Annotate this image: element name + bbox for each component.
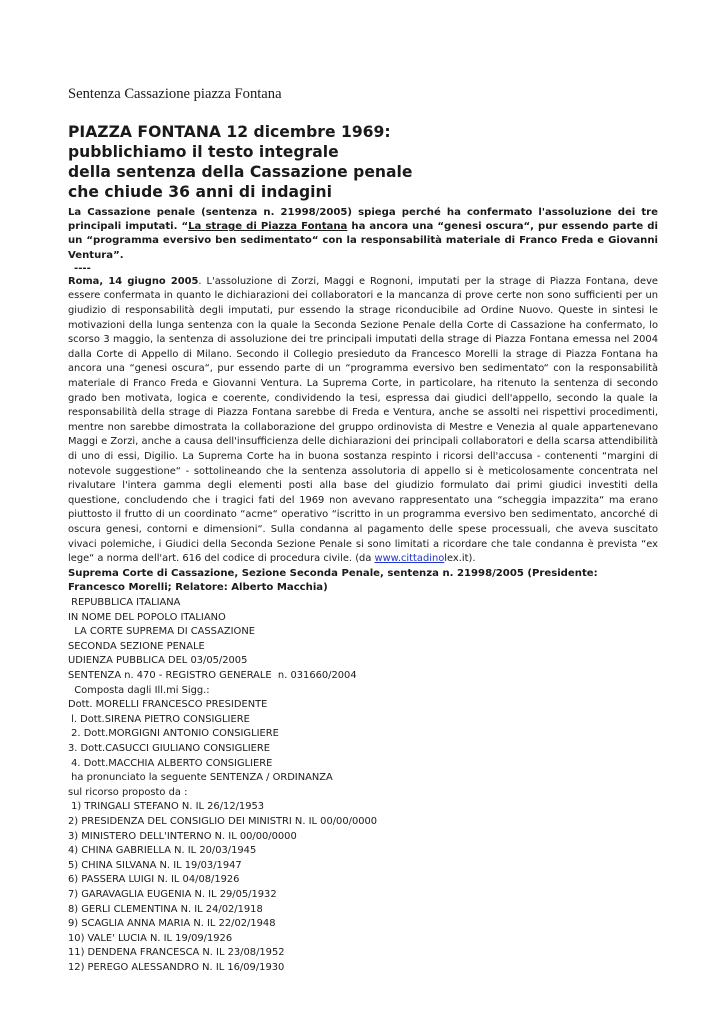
lead-text-start: La Cassazione penale (sentenza n. 21998/2005) spiega perché ha confermato l'assoluzione dei tre principali imputati. “ bbox=[68, 207, 658, 233]
ruling-line: LA CORTE SUPREMA DI CASSAZIONE bbox=[68, 626, 255, 638]
ruling-line: 3. Dott.CASUCCI GIULIANO CONSIGLIERE bbox=[68, 743, 270, 755]
dateline: Roma, 14 giugno 2005 bbox=[68, 275, 199, 287]
document-header: Sentenza Cassazione piazza Fontana bbox=[68, 86, 282, 102]
appellant-item: 7) GARAVAGLIA EUGENIA N. IL 29/05/1932 bbox=[68, 888, 277, 900]
appellant-item: 10) VALE' LUCIA N. IL 19/09/1926 bbox=[68, 932, 233, 944]
appellant-item: 3) MINISTERO DELL'INTERNO N. IL 00/00/0000 bbox=[68, 830, 297, 842]
appellant-item: 8) GERLI CLEMENTINA N. IL 24/02/1918 bbox=[68, 903, 263, 915]
title-line: della sentenza della Cassazione penale bbox=[68, 163, 413, 181]
ruling-line: REPUBBLICA ITALIANA bbox=[68, 597, 181, 609]
ruling-line: Dott. MORELLI FRANCESCO PRESIDENTE bbox=[68, 699, 268, 711]
article-body bbox=[68, 275, 658, 567]
appellant-item: 2) PRESIDENZA DEL CONSIGLIO DEI MINISTRI N. IL 00/00/0000 bbox=[68, 816, 378, 827]
appellant-item: 11) DENDENA FRANCESCA N. IL 23/08/1952 bbox=[68, 947, 285, 959]
ruling-line: sul ricorso proposto da : bbox=[68, 786, 188, 798]
ruling-line: 2. Dott.MORGIGNI ANTONIO CONSIGLIERE bbox=[68, 728, 279, 740]
appellant-item: 9) SCAGLIA ANNA MARIA N. IL 22/02/1948 bbox=[68, 918, 276, 930]
lead-text-end: ha ancora una “genesi oscura“, pur essendo parte di un “programma eversivo ben sedimentato“ con la responsabilità materiale di Franco Freda e Giovanni Ventura”. bbox=[68, 221, 658, 261]
strage-piazza-fontana-link[interactable]: La strage di Piazza Fontana bbox=[188, 221, 348, 233]
separator: ---- bbox=[74, 262, 91, 274]
article-title bbox=[68, 122, 658, 202]
source-link[interactable]: www.cittadino bbox=[374, 553, 445, 565]
ruling-line: SECONDA SEZIONE PENALE bbox=[68, 640, 205, 652]
title-line: pubblichiamo il testo integrale bbox=[68, 143, 339, 161]
document-page bbox=[68, 84, 658, 976]
appellant-item: 4) CHINA GABRIELLA N. IL 20/03/1945 bbox=[68, 845, 257, 857]
appellant-item: 6) PASSERA LUIGI N. IL 04/08/1926 bbox=[68, 874, 240, 886]
lead-paragraph bbox=[68, 206, 658, 263]
ruling-line: 4. Dott.MACCHIA ALBERTO CONSIGLIERE bbox=[68, 757, 273, 769]
ruling-text bbox=[68, 596, 658, 975]
appellant-item: 1) TRINGALI STEFANO N. IL 26/12/1953 bbox=[68, 801, 265, 813]
title-line: che chiude 36 anni di indagini bbox=[68, 183, 332, 201]
appellant-item: 12) PEREGO ALESSANDRO N. IL 16/09/1930 bbox=[68, 961, 285, 973]
article-text: . L'assoluzione di Zorzi, Maggi e Rognoni, imputati per la strage di Piazza Fontana, deve essere confermata in quanto le dichiarazioni dei collaboratori e la mancanza di prove certe non sono sufficienti per un giudizio di responsabilità degli imputati, pur essendo la strage riconducibile ad Ordine Nuovo. Queste in sintesi le motivazioni della lunga sentenza con la quale la Seconda Sezione Penale della Corte di Cassazione ha confermato, lo scorso 3 maggio, la sentenza di assoluzione dei tre principali imputati della strage di Piazza Fontana emessa nel 2004 dalla Corte di Appello di Milano. Secondo il Collegio presieduto da Francesco Morelli la strage di Piazza Fontana ha ancora una “genesi oscura“, pur essendo parte di un “programma eversivo ben sedimentato“ con la responsabilità materiale di Franco Freda e Giovanni Ventura. La Suprema Corte, in particolare, ha ritenuto la sentenza di secondo grado ben motivata, logica e coerente, condividendo la tesi, espressa dai giudici dell'appello, secondo la quale la responsabilità della strage di Piazza Fontana sarebbe di Freda e Ventura, anche se assolti nei rispettivi procedimenti, mentre non sarebbe dimostrata la collaborazione del gruppo ordinovista di Mestre e Venezia al quale appartenevano Maggi e Zorzi, anche a causa dell'insufficienza delle dichiarazioni dei principali collaboratori e della scarsa attendibilità di uno di essi, Digilio. La Suprema Corte ha in buona sostanza respinto i ricorsi dell'accusa - contenenti “margini di notevole suggestione“ - sottolineando che la sentenza assolutoria di appello si è meticolosamente concentrata nel rivalutare l'intera gamma degli elementi posti alla base del giudizio formulato dai primi giudici investiti della questione, concludendo che i tragici fati del 1969 non avevano rappresentato una “scheggia impazzita“ ma erano piuttosto il frutto di un coordinato “acme“ operativo “iscritto in un programma eversivo ben sedimentato, ancorché di oscura genesi, contorni e dimensioni“. Sulla condanna al pagamento delle spese processuali, che aveva suscitato vivaci polemiche, i Giudici della Seconda Sezione Penale si sono limitati a ricordare che tale condanna è prevista “ex lege“ a norma dell'art. 616 del codice di procedura civile. (da bbox=[68, 275, 659, 565]
ruling-citation: Suprema Corte di Cassazione, Sezione Seconda Penale, sentenza n. 21998/2005 (Presidente: Francesco Morelli; Relatore: Alberto Macchia) bbox=[68, 567, 598, 593]
appellant-item: 5) CHINA SILVANA N. IL 19/03/1947 bbox=[68, 859, 242, 871]
ruling-line: SENTENZA n. 470 - REGISTRO GENERALE n. 031660/2004 bbox=[68, 670, 357, 682]
ruling-line: UDIENZA PUBBLICA DEL 03/05/2005 bbox=[68, 655, 248, 667]
ruling-line: IN NOME DEL POPOLO ITALIANO bbox=[68, 611, 226, 623]
ruling-line: l. Dott.SIRENA PIETRO CONSIGLIERE bbox=[68, 713, 250, 725]
title-line: PIAZZA FONTANA 12 dicembre 1969: bbox=[68, 123, 391, 141]
ruling-line: Composta dagli Ill.mi Sigg.: bbox=[68, 684, 210, 696]
source-tail: lex.it). bbox=[444, 553, 476, 565]
ruling-line: ha pronunciato la seguente SENTENZA / ORDINANZA bbox=[68, 772, 333, 784]
